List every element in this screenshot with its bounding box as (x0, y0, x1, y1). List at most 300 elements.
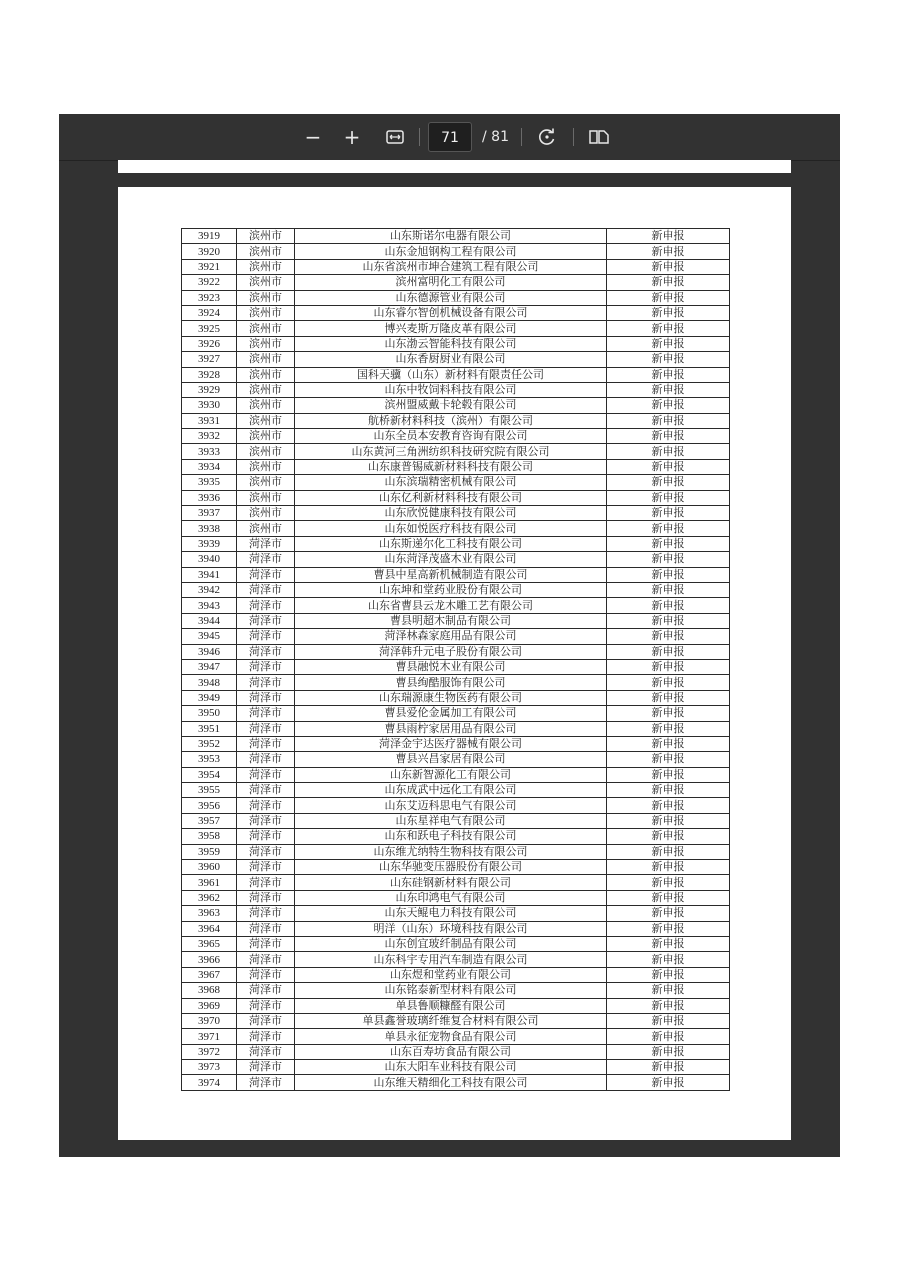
row-number: 3955 (182, 783, 237, 798)
row-status: 新申报 (607, 783, 730, 798)
row-status: 新申报 (607, 659, 730, 674)
row-city: 菏泽市 (237, 1029, 295, 1044)
row-company: 山东黄河三角洲纺织科技研究院有限公司 (295, 444, 607, 459)
row-company: 山东省滨州市坤合建筑工程有限公司 (295, 259, 607, 274)
table-row (182, 998, 730, 1013)
row-status: 新申报 (607, 967, 730, 982)
table-row (182, 582, 730, 597)
pdf-viewer (59, 114, 840, 1157)
row-status: 新申报 (607, 244, 730, 259)
row-number: 3958 (182, 829, 237, 844)
table-row (182, 890, 730, 905)
row-status: 新申报 (607, 382, 730, 397)
table-row (182, 844, 730, 859)
table-row (182, 1044, 730, 1059)
row-company: 航桥新材料科技（滨州）有限公司 (295, 413, 607, 428)
row-number: 3973 (182, 1060, 237, 1075)
row-company: 山东斯递尔化工科技有限公司 (295, 536, 607, 551)
row-city: 菏泽市 (237, 860, 295, 875)
row-number: 3937 (182, 506, 237, 521)
row-status: 新申报 (607, 752, 730, 767)
row-company: 山东德源管业有限公司 (295, 290, 607, 305)
row-city: 滨州市 (237, 244, 295, 259)
row-number: 3919 (182, 229, 237, 244)
row-company: 山东星祥电气有限公司 (295, 813, 607, 828)
fit-width-button[interactable] (380, 122, 410, 152)
table-row (182, 244, 730, 259)
table-row (182, 906, 730, 921)
row-city: 滨州市 (237, 275, 295, 290)
plus-icon: + (343, 125, 361, 149)
row-company: 山东铭泰新型材料有限公司 (295, 983, 607, 998)
row-number: 3935 (182, 475, 237, 490)
row-status: 新申报 (607, 413, 730, 428)
table-row (182, 736, 730, 751)
row-company: 山东滨瑞精密机械有限公司 (295, 475, 607, 490)
row-city: 滨州市 (237, 490, 295, 505)
table-row (182, 690, 730, 705)
row-status: 新申报 (607, 259, 730, 274)
row-company: 山东维天精细化工科技有限公司 (295, 1075, 607, 1090)
page-total: / 81 (482, 129, 509, 145)
table-row (182, 659, 730, 674)
row-company: 山东菏泽茂盛木业有限公司 (295, 552, 607, 567)
table-row (182, 521, 730, 536)
row-city: 滨州市 (237, 305, 295, 320)
table-row (182, 444, 730, 459)
row-company: 山东煜和堂药业有限公司 (295, 967, 607, 982)
zoom-out-button[interactable] (298, 122, 328, 152)
row-city: 滨州市 (237, 429, 295, 444)
row-city: 菏泽市 (237, 675, 295, 690)
table-row (182, 552, 730, 567)
table-row (182, 475, 730, 490)
row-company: 菏泽金宇达医疗器械有限公司 (295, 736, 607, 751)
row-city: 滨州市 (237, 229, 295, 244)
row-status: 新申报 (607, 536, 730, 551)
row-status: 新申报 (607, 305, 730, 320)
row-number: 3948 (182, 675, 237, 690)
rotate-button[interactable] (532, 122, 562, 152)
row-status: 新申报 (607, 952, 730, 967)
row-number: 3920 (182, 244, 237, 259)
row-company: 山东渤云智能科技有限公司 (295, 336, 607, 351)
table-row (182, 983, 730, 998)
row-status: 新申报 (607, 798, 730, 813)
row-company: 山东科宇专用汽车制造有限公司 (295, 952, 607, 967)
row-status: 新申报 (607, 998, 730, 1013)
row-city: 菏泽市 (237, 829, 295, 844)
table-row (182, 413, 730, 428)
row-number: 3945 (182, 629, 237, 644)
row-number: 3963 (182, 906, 237, 921)
table-row (182, 506, 730, 521)
row-status: 新申报 (607, 352, 730, 367)
row-company: 曹县融悦木业有限公司 (295, 659, 607, 674)
table-row (182, 382, 730, 397)
row-city: 菏泽市 (237, 906, 295, 921)
toolbar-divider (521, 128, 522, 146)
row-number: 3926 (182, 336, 237, 351)
table-row (182, 1013, 730, 1028)
row-city: 滨州市 (237, 475, 295, 490)
row-company: 山东全员本安教育咨询有限公司 (295, 429, 607, 444)
row-status: 新申报 (607, 552, 730, 567)
row-status: 新申报 (607, 1013, 730, 1028)
row-city: 滨州市 (237, 459, 295, 474)
row-number: 3929 (182, 382, 237, 397)
table-row (182, 290, 730, 305)
row-status: 新申报 (607, 1060, 730, 1075)
row-company: 山东百寿坊食品有限公司 (295, 1044, 607, 1059)
row-number: 3944 (182, 613, 237, 628)
row-status: 新申报 (607, 336, 730, 351)
table-row (182, 598, 730, 613)
row-city: 菏泽市 (237, 813, 295, 828)
row-city: 菏泽市 (237, 752, 295, 767)
row-status: 新申报 (607, 860, 730, 875)
row-company: 山东中牧饲料科技有限公司 (295, 382, 607, 397)
row-status: 新申报 (607, 598, 730, 613)
row-city: 菏泽市 (237, 998, 295, 1013)
row-company: 曹县绚酷服饰有限公司 (295, 675, 607, 690)
row-city: 菏泽市 (237, 659, 295, 674)
row-company: 曹县兴昌家居有限公司 (295, 752, 607, 767)
table-row (182, 1029, 730, 1044)
row-company: 山东省曹县云龙木雕工艺有限公司 (295, 598, 607, 613)
row-city: 菏泽市 (237, 921, 295, 936)
row-company: 山东睿尔智创机械设备有限公司 (295, 305, 607, 320)
table-row (182, 490, 730, 505)
table-row (182, 783, 730, 798)
row-status: 新申报 (607, 736, 730, 751)
row-company: 山东天鲲电力科技有限公司 (295, 906, 607, 921)
row-status: 新申报 (607, 582, 730, 597)
row-company: 山东香厨厨业有限公司 (295, 352, 607, 367)
table-row (182, 336, 730, 351)
row-city: 滨州市 (237, 444, 295, 459)
table-row (182, 613, 730, 628)
row-number: 3925 (182, 321, 237, 336)
row-status: 新申报 (607, 644, 730, 659)
row-company: 山东和跃电子科技有限公司 (295, 829, 607, 844)
row-number: 3972 (182, 1044, 237, 1059)
page-view-button[interactable] (584, 122, 614, 152)
row-city: 菏泽市 (237, 967, 295, 982)
row-number: 3967 (182, 967, 237, 982)
row-city: 菏泽市 (237, 783, 295, 798)
table-row (182, 352, 730, 367)
table-row (182, 459, 730, 474)
row-status: 新申报 (607, 490, 730, 505)
minus-icon: − (304, 125, 322, 149)
row-company: 山东印鸿电气有限公司 (295, 890, 607, 905)
row-city: 菏泽市 (237, 936, 295, 951)
row-number: 3940 (182, 552, 237, 567)
row-number: 3947 (182, 659, 237, 674)
row-city: 菏泽市 (237, 629, 295, 644)
table-row (182, 259, 730, 274)
row-company: 山东欣悦健康科技有限公司 (295, 506, 607, 521)
row-status: 新申报 (607, 506, 730, 521)
row-city: 菏泽市 (237, 721, 295, 736)
row-company: 博兴麦斯万隆皮革有限公司 (295, 321, 607, 336)
row-status: 新申报 (607, 690, 730, 705)
row-company: 山东瑞源康生物医药有限公司 (295, 690, 607, 705)
row-number: 3968 (182, 983, 237, 998)
row-company: 国科天骥（山东）新材料有限责任公司 (295, 367, 607, 382)
fit-width-icon (386, 130, 404, 144)
row-city: 滨州市 (237, 521, 295, 536)
row-status: 新申报 (607, 459, 730, 474)
row-number: 3952 (182, 736, 237, 751)
row-company: 山东新智源化工有限公司 (295, 767, 607, 782)
row-city: 菏泽市 (237, 767, 295, 782)
row-status: 新申报 (607, 275, 730, 290)
row-status: 新申报 (607, 921, 730, 936)
row-company: 明洋（山东）环境科技有限公司 (295, 921, 607, 936)
table-row (182, 706, 730, 721)
row-company: 山东华驰变压器股份有限公司 (295, 860, 607, 875)
row-company: 山东创宜玻纤制品有限公司 (295, 936, 607, 951)
row-status: 新申报 (607, 844, 730, 859)
row-number: 3965 (182, 936, 237, 951)
row-company: 山东金旭钢构工程有限公司 (295, 244, 607, 259)
row-number: 3932 (182, 429, 237, 444)
row-status: 新申报 (607, 429, 730, 444)
row-number: 3971 (182, 1029, 237, 1044)
row-city: 菏泽市 (237, 798, 295, 813)
table-row (182, 1075, 730, 1090)
table-row (182, 229, 730, 244)
row-number: 3962 (182, 890, 237, 905)
table-row (182, 829, 730, 844)
row-city: 菏泽市 (237, 1075, 295, 1090)
row-city: 滨州市 (237, 352, 295, 367)
table-row (182, 860, 730, 875)
row-number: 3928 (182, 367, 237, 382)
table-row (182, 321, 730, 336)
row-status: 新申报 (607, 721, 730, 736)
row-company: 单县鑫誉玻璃纤维复合材料有限公司 (295, 1013, 607, 1028)
row-number: 3930 (182, 398, 237, 413)
row-company: 曹县雨柠家居用品有限公司 (295, 721, 607, 736)
row-city: 滨州市 (237, 336, 295, 351)
row-status: 新申报 (607, 706, 730, 721)
row-status: 新申报 (607, 444, 730, 459)
row-company: 滨州盟威戴卡轮毂有限公司 (295, 398, 607, 413)
row-company: 山东坤和堂药业股份有限公司 (295, 582, 607, 597)
row-company: 山东亿利新材料科技有限公司 (295, 490, 607, 505)
row-city: 菏泽市 (237, 983, 295, 998)
viewer-toolbar (59, 114, 840, 161)
row-city: 菏泽市 (237, 582, 295, 597)
row-number: 3950 (182, 706, 237, 721)
row-status: 新申报 (607, 321, 730, 336)
row-number: 3927 (182, 352, 237, 367)
row-status: 新申报 (607, 1075, 730, 1090)
table-row (182, 1060, 730, 1075)
row-company: 山东硅钢新材料有限公司 (295, 875, 607, 890)
row-number: 3943 (182, 598, 237, 613)
row-number: 3959 (182, 844, 237, 859)
row-status: 新申报 (607, 229, 730, 244)
row-number: 3923 (182, 290, 237, 305)
row-city: 菏泽市 (237, 890, 295, 905)
previous-page-edge (118, 160, 791, 173)
table-row (182, 675, 730, 690)
page-number-input[interactable]: 71 (428, 122, 472, 152)
row-city: 菏泽市 (237, 952, 295, 967)
table-row (182, 567, 730, 582)
row-city: 菏泽市 (237, 552, 295, 567)
row-company: 山东艾迈科思电气有限公司 (295, 798, 607, 813)
row-city: 菏泽市 (237, 706, 295, 721)
table-row (182, 875, 730, 890)
row-company: 滨州富明化工有限公司 (295, 275, 607, 290)
table-row (182, 767, 730, 782)
row-status: 新申报 (607, 875, 730, 890)
table-row (182, 798, 730, 813)
row-number: 3942 (182, 582, 237, 597)
row-status: 新申报 (607, 613, 730, 628)
company-table (181, 228, 730, 1091)
row-number: 3953 (182, 752, 237, 767)
table-row (182, 275, 730, 290)
row-company: 山东康普锡威新材料科技有限公司 (295, 459, 607, 474)
row-number: 3936 (182, 490, 237, 505)
row-status: 新申报 (607, 829, 730, 844)
table-row (182, 429, 730, 444)
row-status: 新申报 (607, 675, 730, 690)
row-number: 3969 (182, 998, 237, 1013)
row-city: 滨州市 (237, 398, 295, 413)
row-city: 菏泽市 (237, 613, 295, 628)
row-company: 山东成武中远化工有限公司 (295, 783, 607, 798)
row-city: 菏泽市 (237, 567, 295, 582)
row-number: 3924 (182, 305, 237, 320)
row-company: 山东如悦医疗科技有限公司 (295, 521, 607, 536)
row-number: 3941 (182, 567, 237, 582)
table-row (182, 536, 730, 551)
row-city: 菏泽市 (237, 736, 295, 751)
row-company: 菏泽林森家庭用品有限公司 (295, 629, 607, 644)
row-number: 3951 (182, 721, 237, 736)
row-status: 新申报 (607, 936, 730, 951)
table-row (182, 367, 730, 382)
row-city: 滨州市 (237, 259, 295, 274)
row-number: 3956 (182, 798, 237, 813)
row-status: 新申报 (607, 398, 730, 413)
table-row (182, 921, 730, 936)
row-company: 菏泽韩升元电子股份有限公司 (295, 644, 607, 659)
row-city: 菏泽市 (237, 1060, 295, 1075)
row-company: 山东大阳车业科技有限公司 (295, 1060, 607, 1075)
two-page-icon (589, 129, 609, 145)
table-row (182, 721, 730, 736)
row-status: 新申报 (607, 567, 730, 582)
row-city: 菏泽市 (237, 844, 295, 859)
row-city: 菏泽市 (237, 644, 295, 659)
row-city: 滨州市 (237, 413, 295, 428)
table-row (182, 952, 730, 967)
rotate-icon (537, 127, 557, 147)
row-number: 3974 (182, 1075, 237, 1090)
row-city: 菏泽市 (237, 1044, 295, 1059)
row-status: 新申报 (607, 629, 730, 644)
table-row (182, 752, 730, 767)
row-status: 新申报 (607, 475, 730, 490)
table-row (182, 629, 730, 644)
row-number: 3954 (182, 767, 237, 782)
toolbar-divider (419, 128, 420, 146)
row-status: 新申报 (607, 1029, 730, 1044)
row-city: 滨州市 (237, 367, 295, 382)
row-city: 菏泽市 (237, 536, 295, 551)
table-row (182, 644, 730, 659)
row-city: 菏泽市 (237, 598, 295, 613)
row-company: 曹县中星高新机械制造有限公司 (295, 567, 607, 582)
row-number: 3970 (182, 1013, 237, 1028)
row-company: 山东斯诺尔电器有限公司 (295, 229, 607, 244)
table-row (182, 813, 730, 828)
row-company: 单县永征宠物食品有限公司 (295, 1029, 607, 1044)
row-company: 曹县爱伦金属加工有限公司 (295, 706, 607, 721)
row-number: 3966 (182, 952, 237, 967)
row-number: 3931 (182, 413, 237, 428)
row-company: 山东维尤纳特生物科技有限公司 (295, 844, 607, 859)
row-number: 3949 (182, 690, 237, 705)
zoom-in-button[interactable] (337, 122, 367, 152)
row-city: 菏泽市 (237, 690, 295, 705)
row-city: 菏泽市 (237, 875, 295, 890)
row-number: 3939 (182, 536, 237, 551)
row-number: 3938 (182, 521, 237, 536)
row-number: 3934 (182, 459, 237, 474)
row-city: 菏泽市 (237, 1013, 295, 1028)
row-status: 新申报 (607, 906, 730, 921)
table-row (182, 967, 730, 982)
row-city: 滨州市 (237, 506, 295, 521)
row-status: 新申报 (607, 890, 730, 905)
row-status: 新申报 (607, 1044, 730, 1059)
row-company: 单县鲁顺糠醛有限公司 (295, 998, 607, 1013)
table-row (182, 398, 730, 413)
row-status: 新申报 (607, 367, 730, 382)
table-row (182, 305, 730, 320)
row-status: 新申报 (607, 983, 730, 998)
row-status: 新申报 (607, 813, 730, 828)
document-page (118, 187, 791, 1140)
row-status: 新申报 (607, 767, 730, 782)
toolbar-divider (573, 128, 574, 146)
row-number: 3946 (182, 644, 237, 659)
row-number: 3921 (182, 259, 237, 274)
row-number: 3922 (182, 275, 237, 290)
row-number: 3964 (182, 921, 237, 936)
row-company: 曹县明超木制品有限公司 (295, 613, 607, 628)
row-number: 3960 (182, 860, 237, 875)
row-city: 滨州市 (237, 290, 295, 305)
row-number: 3957 (182, 813, 237, 828)
row-city: 滨州市 (237, 321, 295, 336)
row-status: 新申报 (607, 521, 730, 536)
row-city: 滨州市 (237, 382, 295, 397)
row-number: 3961 (182, 875, 237, 890)
row-number: 3933 (182, 444, 237, 459)
table-row (182, 936, 730, 951)
row-status: 新申报 (607, 290, 730, 305)
